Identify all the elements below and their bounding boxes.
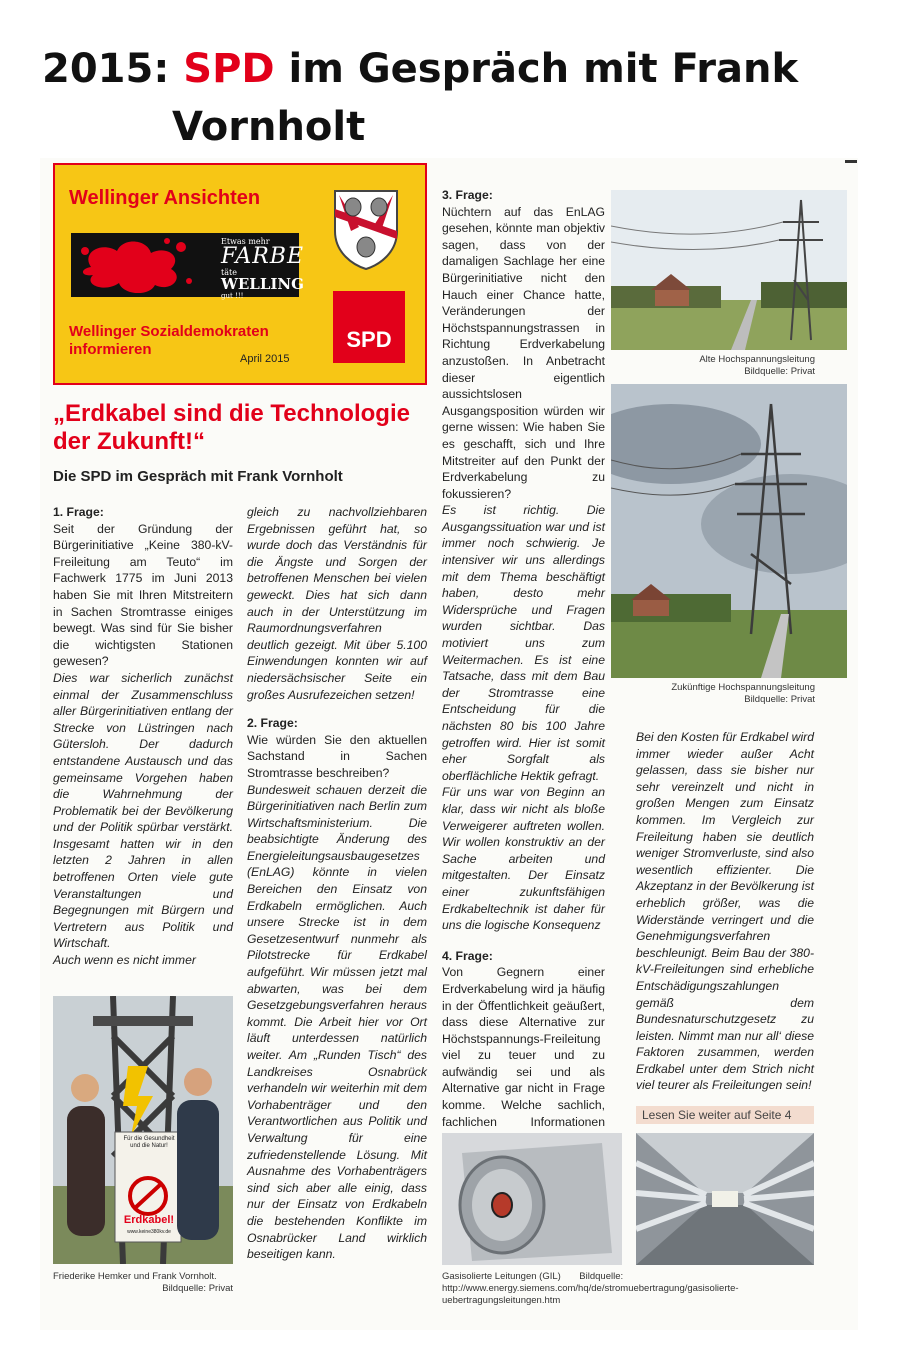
photo-gil-caption-text: Gasisolierte Leitungen (GIL) <box>442 1271 561 1282</box>
question-4-text: Von Gegnern einer Erdverkabelung wird ja häufig in der Öffentlichkeit geäußert, dass diese Alternative zur Höchstspannungs-Freileitung viel zu teuer und zu aufwändig sei und als Alternative gar nicht in Frage komme. Welche sachlich, fachlichen Informationen <box>442 965 605 1129</box>
article-headline: „Erdkabel sind die Technologie der Zukunft!“ <box>53 400 410 455</box>
newsletter-header <box>53 163 427 385</box>
sign-text-2: Erdkabel! <box>123 1214 175 1226</box>
column-2 <box>247 504 427 1263</box>
question-2-label: 2. Frage: <box>247 716 298 731</box>
coat-of-arms-icon <box>331 187 401 271</box>
slogan-line3: täte <box>221 268 237 277</box>
newsletter-org: Wellinger Sozialdemokraten informieren <box>69 323 269 358</box>
photo-future-source: Bildquelle: Privat <box>744 694 815 705</box>
newsletter-date: April 2015 <box>240 353 290 365</box>
photo-gil-caption <box>442 1271 814 1307</box>
question-1-label: 1. Frage: <box>53 505 104 519</box>
answer-1-text: Dies war sicherlich zunächst einmal der Zusammenschluss aller Bürgerinitiativen entlang der Strecke von Lüstringen nach Gütersloh. Der dadurch entstandene Austausch und das gemeinsame Vorgehen haben die Wahrnehmung der Problematik bei der Bevölkerung und der Politik spürbar verstärkt. Insgesamt hatten wir in den letzten 2 Jahren in allen betroffenen Orten viele gute Veranstaltungen und Begegnungen mit Bürgern und Vertretern aus Politik und Wirtschaft. <box>53 670 233 951</box>
photo-old-caption <box>611 354 815 378</box>
photo-future-caption-text: Zukünftige Hochspannungsleitung <box>671 682 815 693</box>
photo-old-power-line <box>611 190 847 350</box>
photo-old-caption-text: Alte Hochspannungsleitung <box>699 354 815 365</box>
slogan-line1: Etwas mehr <box>221 237 270 246</box>
question-2-text: Wie würden Sie den aktuellen Sachstand in Sachen Stromtrasse beschreiben? <box>247 732 427 780</box>
answer-2-text: Bundesweit schauen derzeit die Bürgerinitiativen nach Berlin zum Wirtschaftsministerium. Die beabsichtigte Änderung des Energieleitungsausbaugesetzes (EnLAG) könnte in vielen Bereichen den Einsatz von Erdkabeln ermöglichen. Auch unsere Strecke ist in dem Gesetzesentwurf nunmehr als Pilotstrecke für Erdkabel aufgeführt. Wir müssen jetzt mal abwarten, was bei dem Gesetzgebungsverfahren heraus kommt. Die Arbeit hier vor Ort läuft unterdessen natürlich weiter. Am „Runden Tisch“ des Landkreises Osnabrück verhandeln wir weiterhin mit dem Vorhabenträger und den Verantwortlichen aus Politik und Verwaltung für eine zufriedenstellende Lösung. Mit Ausnahme des Vorhabenträgers sind sich aber alle einig, dass nur der Einsatz von Erdkabeln die bestehenden Konflikte im Osnabrücker Land wirklich beseitigen kann. <box>247 782 427 1262</box>
answer-4-text: Bei den Kosten für Erdkabel wird immer wieder außer Acht gelassen, dass sie bisher nur sehr vereinzelt und nicht in großen Mengen zum Einsatz kommen. Im Vergleich zur Freileitung haben sie deutlich weniger Stromverluste, sind also wesentlich effizienter. Die Akzeptanz in der Bevölkerung ist erheblich größer, was die Widerstände verringert und die Genehmigungsverfahren beschleunigt. Beim Bau der 380-kV-Freileitungen sind erhebliche Entschädigungszahlungen gemäß dem Bundesnaturschutzgesetz zu leisten. Nimmt man nur all‘ diese Faktoren zusammen, werden Erdkabel unter dem Strich nicht viel teurer als Freileitungen sein! <box>636 730 814 1093</box>
photo-gil-pipe <box>442 1133 622 1265</box>
sign-text-1: Für die Gesundheit und die Natur! <box>123 1136 175 1149</box>
title-line2: Vornholt <box>172 104 366 150</box>
newsletter-name: Wellinger Ansichten <box>69 187 261 209</box>
question-3-text: Nüchtern auf das EnLAG gesehen, könnte man objektiv sagen, dass von der damaligen Sachlage her eine Bürgerinitiative nicht den Hauch einer Chance hatte, Veränderungen der Höchstspannungstrassen in Richtung Erdverkabelung anzustoßen. In Anbetracht dieser eigentlich aussichtslosen Ausgangsposition würden wir gerne wissen: Wie haben Sie es geschafft, sich und Ihre Mitstreiter auf den Punkt der Erdverkabelung zu fokussieren? <box>442 204 605 501</box>
photo-future-caption <box>611 682 815 706</box>
photo-gil-tunnel <box>636 1133 814 1265</box>
page-title <box>42 40 862 156</box>
slogan-line4: WELLING <box>221 275 304 293</box>
photo-people-caption <box>53 1271 233 1295</box>
question-3-label: 3. Frage: <box>442 188 493 202</box>
scan-edge-mark <box>845 160 857 163</box>
answer-3b-text: Für uns war von Beginn an klar, dass wir nicht als bloße Verweigerer auftreten wollen. Wir wollen konstruktiv an der Sache arbeiten und mitgestalten. Der Einsatz einer zukunftsfähigen Erdkabeltechnik ist daher für uns die logische Konsequenz <box>442 785 605 933</box>
sign-text-3: www.keine380kv.de <box>127 1229 171 1235</box>
question-1-text: Seit der Gründung der Bürgerinitiative „Keine 380-kV-Freileitung am Teuto“ im Fachwerk 1775 im Juni 2013 haben Sie mit Ihren Mitstreitern in Sachen Stromtrasse einiges bewegt. Was sind für Sie bisher die wichtigsten Stationen gewesen? <box>53 521 233 669</box>
question-4-label: 4. Frage: <box>442 948 493 963</box>
slogan <box>221 237 305 300</box>
answer-3-text: Es ist richtig. Die Ausgangssituation war und ist immer noch schwierig. Je intensiver wir uns allerdings mit dem Thema beschäftigt haben, desto mehr Widersprüche und Fragen wurden sichtbar. Das motiviert uns zum Weitermachen. Es ist eine Tatsache, dass mit dem Bau der Stromtrasse eine Entscheidung für die nächsten 80 bis 100 Jahre getroffen wird. Hier ist somit eher Sorgfalt als oberflächliche Hektik gefragt. <box>442 503 605 783</box>
slogan-line2: FARBE <box>221 244 305 269</box>
answer-1-continued: gleich zu nachvollziehbaren Ergebnissen geführt hat, so wurde doch das Verständnis für die Ängste und Sorgen der betroffenen Menschen bei vielen geweckt. Dies hat sich dann auch in der Unterstützung im Raumordnungsverfahren deutlich gezeigt. Mit über 5.100 Einwendungen konnten wir auf niedersächsischer Seite ein großes Ausrufezeichen setzen! <box>247 505 427 702</box>
photo-people-caption-text: Friederike Hemker und Frank Vornholt. <box>53 1271 217 1282</box>
title-year: 2015: <box>42 46 170 92</box>
photo-people-sign <box>53 996 233 1264</box>
answer-1-tail: Auch wenn es nicht immer <box>53 953 196 968</box>
title-rest: im Gespräch mit Frank <box>288 46 799 92</box>
column-3 <box>442 187 605 1147</box>
paint-splash-logo <box>71 233 305 300</box>
photo-gil-source: Bildquelle: http://www.energy.siemens.com/hq/de/stromuebertragung/gasisolierte-uebertragungsleitungen.htm <box>442 1271 739 1306</box>
column-4 <box>636 729 814 1094</box>
spd-logo: SPD <box>333 291 405 363</box>
photo-people-source: Bildquelle: Privat <box>162 1283 233 1294</box>
article-subhead: Die SPD im Gespräch mit Frank Vornholt <box>53 468 343 485</box>
photo-old-source: Bildquelle: Privat <box>744 366 815 377</box>
column-1 <box>53 504 233 969</box>
slogan-line5: gut !!! <box>221 292 244 300</box>
photo-future-power-line <box>611 384 847 678</box>
title-party: SPD <box>183 46 275 92</box>
read-more-note: Lesen Sie weiter auf Seite 4 <box>636 1106 814 1124</box>
